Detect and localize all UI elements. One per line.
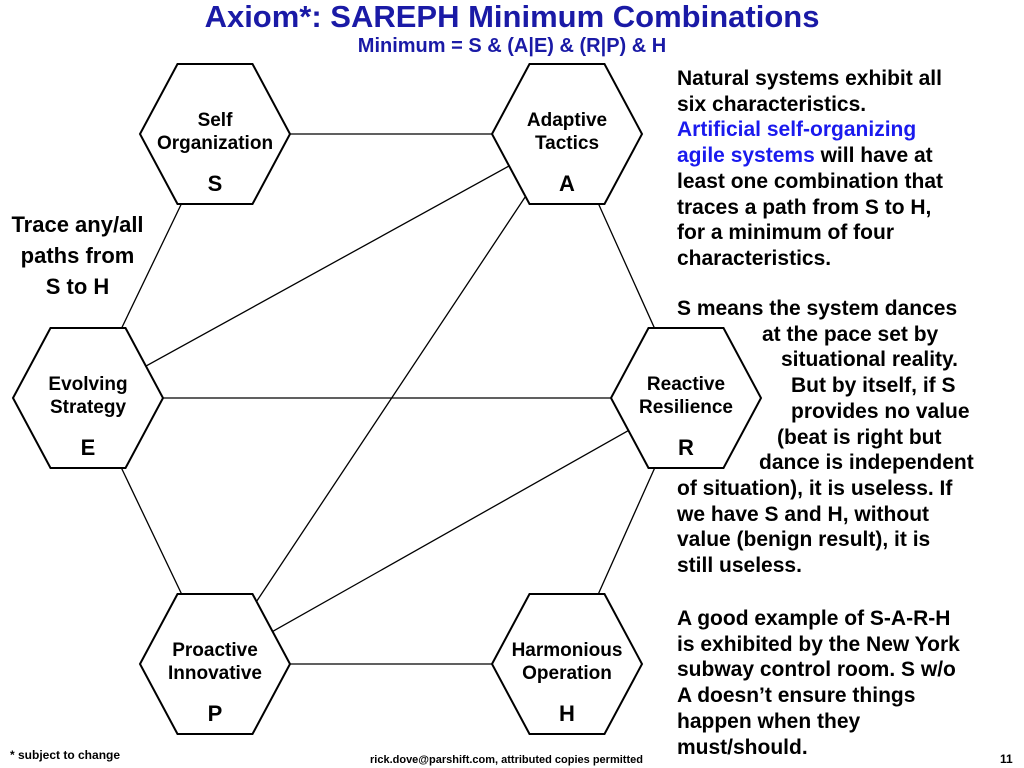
node-label-line2: Strategy (49, 397, 127, 418)
diagram-nodes (13, 64, 761, 734)
text-line: least one combination that (677, 169, 944, 193)
hex-node-h (492, 594, 642, 734)
text-line: A good example of S-A-R-H (677, 607, 951, 630)
text-line: at the pace set by (762, 322, 939, 346)
hex-node-p (140, 594, 290, 734)
text-line: happen when they (677, 709, 861, 733)
node-letter: P (207, 701, 223, 726)
node-label-line2: Operation (522, 663, 612, 684)
node-label-line1: Harmonious (511, 640, 623, 661)
text-line: But by itself, if S (791, 374, 956, 398)
node-letter: E (80, 435, 96, 460)
hex-node-a (492, 64, 642, 204)
text-line: (beat is right but (777, 425, 942, 449)
node-label-line1: Evolving (48, 374, 128, 395)
paragraph-natural-systems (677, 66, 943, 272)
trace-note-line: Trace any/all (11, 212, 144, 237)
trace-note (0, 209, 155, 302)
text-line: six characteristics. (677, 92, 867, 116)
trace-note-line: S to H (45, 274, 110, 299)
text-line: we have S and H, without (677, 502, 930, 526)
text-fragment: will have at (814, 144, 933, 168)
trace-note-line: paths from (20, 243, 135, 268)
diagram-edges (88, 134, 686, 664)
text-line-highlight: Artificial self-organizing (677, 118, 917, 142)
node-label-line2: Resilience (639, 397, 733, 418)
text-line: characteristics. (677, 246, 832, 270)
node-label-line2: Organization (156, 133, 274, 154)
node-letter: A (559, 171, 575, 196)
page-subtitle: Minimum = S & (A|E) & (R|P) & H (357, 35, 667, 57)
node-label-line1: Reactive (646, 374, 726, 395)
page-title: Axiom*: SAREPH Minimum Combinations (204, 0, 820, 34)
node-letter: R (678, 435, 694, 460)
hex-node-e (13, 328, 163, 468)
footer-credit: rick.dove@parshift.com, attributed copies permitted (370, 754, 643, 766)
page-number: 11 (1000, 752, 1013, 766)
text-line: subway control room. S w/o (677, 658, 956, 682)
text-line: is exhibited by the New York (677, 632, 960, 656)
node-label-line1: Adaptive (526, 110, 608, 131)
text-line: Natural systems exhibit all (677, 67, 942, 90)
text-line: must/should. (677, 735, 808, 759)
text-line: still useless. (677, 554, 802, 578)
text-line: for a minimum of four (677, 221, 894, 245)
text-line: dance is independent (759, 451, 974, 475)
node-label-line2: Tactics (534, 133, 600, 154)
highlight-text: agile systems (677, 144, 815, 168)
text-line: traces a path from S to H, (677, 195, 932, 219)
text-line: of situation), it is useless. If (677, 476, 953, 500)
edge-A-E (88, 134, 567, 398)
node-letter: S (207, 171, 223, 196)
text-line-mixed (677, 143, 943, 169)
node-label-line1: Self (197, 110, 233, 131)
footer-note: * subject to change (10, 748, 121, 762)
text-line: value (benign result), it is (677, 528, 931, 552)
node-letter: H (559, 701, 575, 726)
paragraph-subway-example (677, 606, 960, 760)
hex-node-s (140, 64, 290, 204)
text-line: A doesn’t ensure things (677, 684, 916, 708)
node-label-line2: Innovative (168, 663, 262, 684)
edge-A-P (215, 134, 567, 664)
text-line: provides no value (791, 399, 970, 423)
paragraph-s-means (677, 296, 974, 579)
text-line: S means the system dances (677, 297, 958, 320)
node-label-line1: Proactive (172, 640, 258, 661)
text-line: situational reality. (781, 348, 958, 372)
